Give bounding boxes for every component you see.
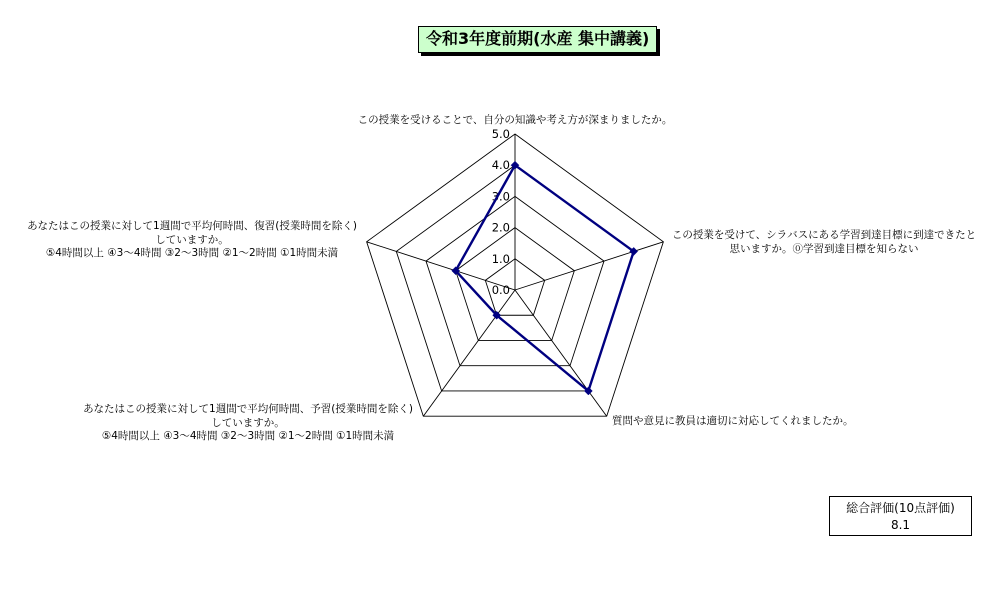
series-line bbox=[456, 165, 634, 391]
axis-label-line: この授業を受けて、シラバスにある学習到達目標に到達できたと bbox=[671, 229, 977, 241]
grid-spoke bbox=[515, 290, 607, 416]
axis-label-line: あなたはこの授業に対して1週間で平均何時間、復習(授業時間を除く) bbox=[27, 220, 357, 232]
axis-label-line: していますか。 bbox=[155, 233, 229, 246]
tick-label: 5.0 bbox=[491, 127, 510, 141]
axis-label-review bbox=[24, 220, 360, 261]
axis-label-line: ⑤4時間以上 ④3〜4時間 ③2〜3時間 ②1〜2時間 ①1時間未満 bbox=[101, 430, 395, 442]
axis-label-knowledge bbox=[300, 114, 730, 128]
radar-tick-labels bbox=[492, 127, 510, 297]
tick-label: 1.0 bbox=[491, 251, 510, 266]
axis-label-goal bbox=[668, 229, 980, 256]
axis-label-line: ⑤4時間以上 ④3〜4時間 ③2〜3時間 ②1〜2時間 ①1時間未満 bbox=[45, 247, 339, 259]
radar-grid bbox=[367, 134, 664, 416]
grid-spoke bbox=[515, 242, 663, 290]
summary-label: 総合評価(10点評価) bbox=[846, 501, 955, 515]
axis-label-line: 思いますか。⓪学習到達目標を知らない bbox=[729, 242, 919, 255]
tick-label: 2.0 bbox=[491, 220, 510, 235]
axis-label-line: 質問や意見に教員は適切に対応してくれましたか。 bbox=[612, 415, 854, 427]
grid-spoke bbox=[423, 290, 515, 416]
axis-label-line: していますか。 bbox=[211, 416, 285, 429]
chart-title: 令和3年度前期(水産 集中講義) bbox=[418, 26, 657, 53]
tick-label: 0.0 bbox=[491, 283, 510, 297]
summary-box bbox=[829, 496, 972, 536]
axis-label-line: あなたはこの授業に対して1週間で平均何時間、予習(授業時間を除く) bbox=[83, 403, 413, 415]
summary-value: 8.1 bbox=[890, 518, 911, 532]
tick-label: 4.0 bbox=[491, 158, 510, 173]
axis-label-line: この授業を受けることで、自分の知識や考え方が深まりましたか。 bbox=[357, 114, 673, 126]
axis-label-response bbox=[612, 415, 854, 429]
tick-label: 3.0 bbox=[491, 189, 510, 204]
axis-label-preparation bbox=[80, 403, 416, 444]
